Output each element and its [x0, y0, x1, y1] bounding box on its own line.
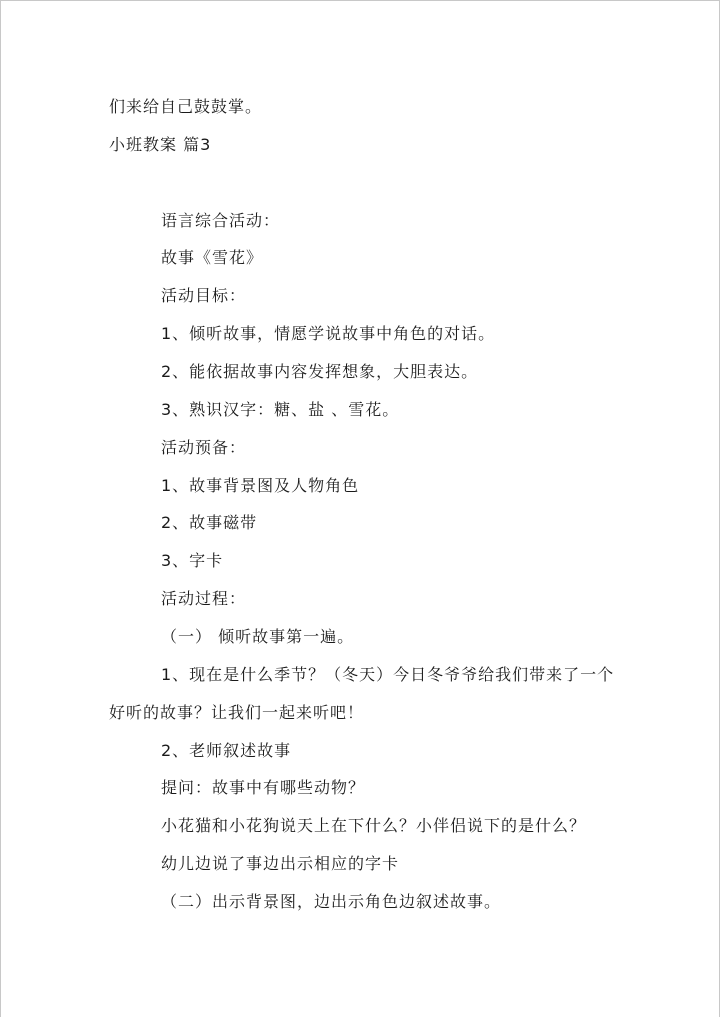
preparation-heading: 活动预备：: [161, 438, 247, 457]
goal-item: 2、能依据故事内容发挥想象，大胆表达。: [161, 362, 479, 381]
step-item: 2、老师叙述故事: [161, 741, 292, 760]
preparation-item: 1、故事背景图及人物角色: [161, 476, 360, 495]
step-heading: （一） 倾听故事第一遍。: [161, 627, 355, 646]
goals-heading: 活动目标：: [161, 286, 247, 305]
text-line-closing: 们来给自己鼓鼓掌。: [109, 97, 263, 116]
step-heading: （二）出示背景图，边出示角色边叙述故事。: [161, 892, 502, 911]
question-line: 提问：故事中有哪些动物？: [161, 778, 366, 797]
story-title: 故事《雪花》: [161, 248, 264, 267]
step-item: 1、现在是什么季节？（冬天）今日冬爷爷给我们带来了一个: [161, 665, 615, 684]
goal-item: 1、倾听故事，情愿学说故事中角色的对话。: [161, 324, 496, 343]
text-line: 幼儿边说了事边出示相应的字卡: [161, 854, 400, 873]
activity-type: 语言综合活动：: [161, 211, 281, 230]
preparation-item: 3、字卡: [161, 551, 224, 570]
step-item-continued: 好听的故事？让我们一起来听吧！: [109, 703, 365, 722]
preparation-item: 2、故事磁带: [161, 513, 258, 532]
section-heading: 小班教案 篇3: [109, 135, 212, 154]
goal-item: 3、熟识汉字：糖、盐 、雪花。: [161, 400, 400, 419]
question-line: 小花猫和小花狗说天上在下什么？小伴侣说下的是什么？: [161, 816, 587, 835]
process-heading: 活动过程：: [161, 589, 247, 608]
